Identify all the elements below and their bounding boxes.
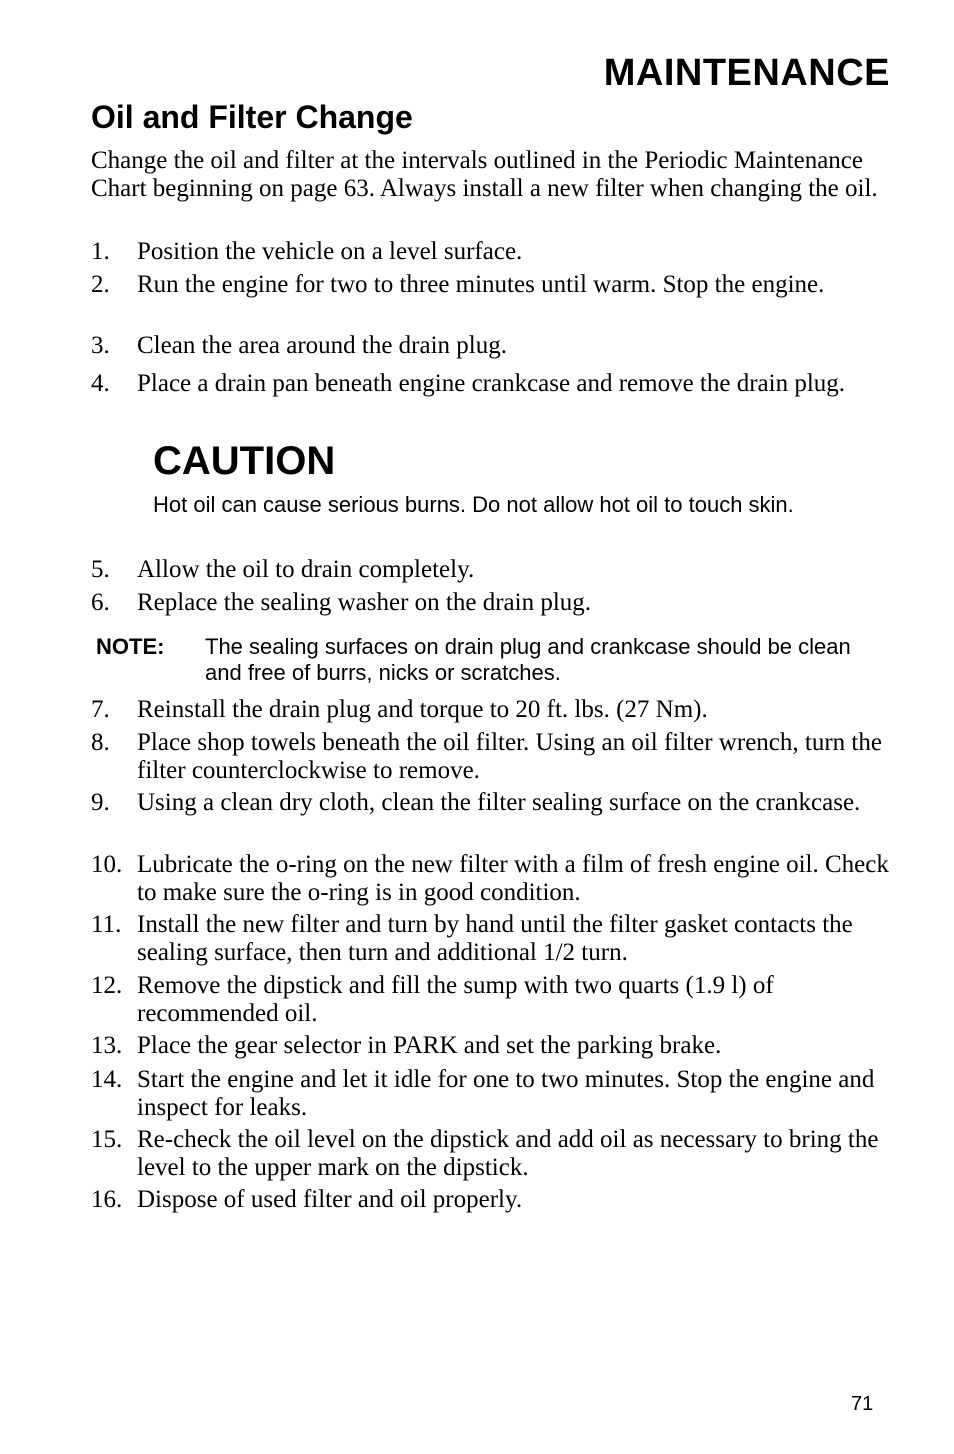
- list-item: [91, 911, 891, 967]
- step-number: 8.: [91, 729, 110, 756]
- step-text: Allow the oil to drain completely.: [137, 556, 475, 583]
- list-item: [91, 332, 891, 360]
- step-text: Lubricate the o-ring on the new filter with a film of fresh engine oil. Check to make sure the o-ring is in good condition.: [137, 851, 889, 906]
- list-item: [91, 789, 891, 817]
- page-number: 71: [851, 1393, 874, 1415]
- step-text: Clean the area around the drain plug.: [137, 332, 507, 359]
- step-number: 11.: [91, 911, 122, 938]
- list-item: [91, 271, 891, 299]
- list-item: [91, 238, 891, 266]
- list-item: [91, 1066, 891, 1122]
- list-item: [91, 696, 891, 724]
- step-text: Run the engine for two to three minutes until warm. Stop the engine.: [137, 271, 825, 298]
- step-number: 2.: [91, 271, 110, 298]
- list-item: [91, 1126, 891, 1182]
- list-item: [91, 851, 891, 907]
- step-text: Place the gear selector in PARK and set the parking brake.: [137, 1032, 722, 1059]
- step-number: 6.: [91, 589, 110, 616]
- step-text: Install the new filter and turn by hand until the filter gasket contacts the sealing surface, then turn and additional 1/2 turn.: [137, 911, 853, 966]
- list-item: [91, 556, 891, 584]
- step-text: Replace the sealing washer on the drain plug.: [137, 589, 592, 616]
- step-number: 15.: [91, 1126, 123, 1153]
- caution-text: Hot oil can cause serious burns. Do not allow hot oil to touch skin.: [153, 492, 794, 517]
- step-text: Position the vehicle on a level surface.: [137, 238, 523, 265]
- step-number: 14.: [91, 1066, 123, 1093]
- step-number: 5.: [91, 556, 110, 583]
- step-text: Using a clean dry cloth, clean the filter sealing surface on the crankcase.: [137, 789, 861, 816]
- intro-paragraph: Change the oil and filter at the intervals outlined in the Periodic Maintenance Chart beginning on page 63. Always install a new filter when changing the oil.: [91, 147, 878, 202]
- step-number: 13.: [91, 1032, 123, 1059]
- step-text: Place a drain pan beneath engine crankcase and remove the drain plug.: [137, 370, 846, 397]
- step-number: 1.: [91, 238, 110, 265]
- step-text: Reinstall the drain plug and torque to 20 ft. lbs. (27 Nm).: [137, 696, 708, 723]
- step-number: 12.: [91, 972, 123, 999]
- step-number: 16.: [91, 1186, 123, 1213]
- list-item: [91, 370, 891, 398]
- note-block: [96, 634, 886, 686]
- list-item: [91, 1186, 891, 1214]
- step-text: Start the engine and let it idle for one to two minutes. Stop the engine and inspect for leaks.: [137, 1066, 875, 1121]
- list-item: [91, 972, 891, 1028]
- list-item: [91, 729, 891, 785]
- note-text: The sealing surfaces on drain plug and crankcase should be clean and free of burrs, nicks or scratches.: [205, 634, 851, 685]
- page-header-title: MAINTENANCE: [603, 52, 890, 94]
- step-number: 7.: [91, 696, 110, 723]
- section-title: Oil and Filter Change: [91, 99, 413, 135]
- note-label: NOTE:: [96, 634, 165, 659]
- list-item: [91, 589, 891, 617]
- step-number: 9.: [91, 789, 110, 816]
- step-text: Re-check the oil level on the dipstick and add oil as necessary to bring the level to the upper mark on the dipstick.: [137, 1126, 879, 1181]
- step-number: 4.: [91, 370, 110, 397]
- list-item: [91, 1032, 891, 1060]
- step-text: Dispose of used filter and oil properly.: [137, 1186, 523, 1213]
- caution-title: CAUTION: [153, 439, 336, 483]
- step-text: Place shop towels beneath the oil filter. Using an oil filter wrench, turn the filter counterclockwise to remove.: [137, 729, 882, 784]
- step-number: 10.: [91, 851, 123, 878]
- step-number: 3.: [91, 332, 110, 359]
- step-text: Remove the dipstick and fill the sump with two quarts (1.9 l) of recommended oil.: [137, 972, 774, 1027]
